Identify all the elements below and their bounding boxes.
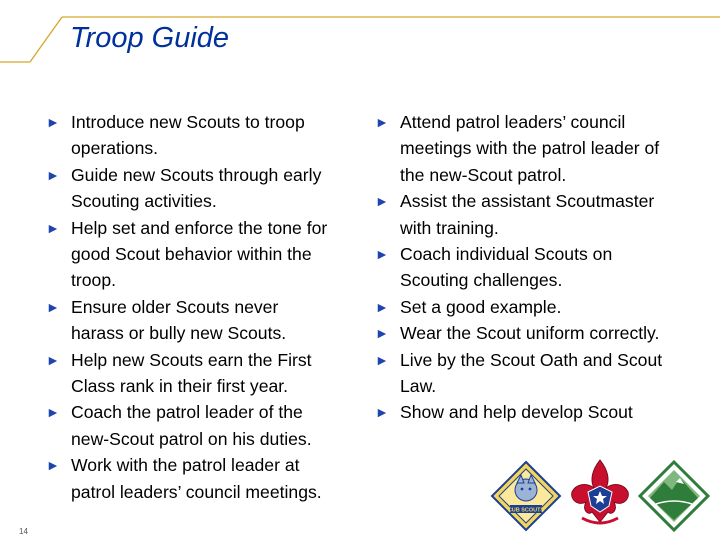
slide-title: Troop Guide: [70, 22, 230, 54]
page-number: 14: [19, 527, 28, 536]
left_column-item: [46, 452, 372, 505]
bullet-text-line: Class rank in their first year.: [71, 376, 289, 397]
bullet-text-line: the new-Scout patrol.: [400, 164, 567, 185]
bullet-text-line: meetings with the patrol leader of: [400, 138, 660, 159]
right_column-item: [375, 347, 711, 400]
left_column-item: [46, 215, 372, 294]
cub-scouts-logo-icon: [492, 462, 560, 530]
bullet-text-line: Coach the patrol leader of the: [71, 402, 303, 423]
left_column-item: [46, 294, 372, 347]
bullet-arrow-icon: ►: [46, 114, 60, 130]
bullet-text-line: Guide new Scouts through early: [71, 164, 322, 185]
right_column-item: [375, 294, 711, 320]
bullet-text-line: Scouting challenges.: [400, 270, 563, 291]
right-bullet-list: [375, 109, 711, 426]
bullet-text-line: Set a good example.: [400, 296, 562, 317]
bullet-text-line: Coach individual Scouts on: [400, 244, 613, 265]
left_column-item: [46, 109, 372, 162]
bullet-arrow-icon: ►: [375, 246, 389, 263]
bullet-text-line: Live by the Scout Oath and Scout: [400, 349, 663, 370]
bullet-text-line: operations.: [71, 138, 159, 159]
bullet-text-line: Help set and enforce the tone for: [71, 217, 328, 238]
left_column-item: [46, 162, 372, 215]
bullet-arrow-icon: ►: [46, 457, 60, 474]
boy-scouts-logo-icon: [572, 460, 629, 523]
bullet-arrow-icon: ►: [46, 166, 60, 183]
bullet-text-line: good Scout behavior within the: [71, 244, 312, 265]
bullet-text-line: Law.: [400, 376, 437, 397]
bullet-text-line: Wear the Scout uniform correctly.: [400, 323, 660, 344]
bullet-text-line: new-Scout patrol on his duties.: [71, 428, 312, 449]
bullet-arrow-icon: ►: [46, 404, 60, 421]
bullet-text-line: Show and help develop Scout: [400, 402, 633, 423]
left_column-item: [46, 347, 372, 400]
bullet-text-line: harass or bully new Scouts.: [71, 323, 287, 344]
right_column-item: [375, 241, 711, 294]
svg-text:CUB SCOUTS: CUB SCOUTS: [507, 507, 545, 514]
bullet-text-line: troop.: [71, 270, 116, 291]
bullet-text-line: Ensure older Scouts never: [71, 296, 279, 317]
bullet-text-line: Work with the patrol leader at: [71, 455, 300, 476]
bullet-arrow-icon: ►: [375, 114, 389, 130]
bullet-text-line: Attend patrol leaders’ council: [400, 112, 626, 132]
bullet-text-line: Introduce new Scouts to troop: [71, 112, 305, 132]
bullet-arrow-icon: ►: [375, 298, 389, 315]
bullet-text-line: patrol leaders’ council meetings.: [71, 481, 322, 502]
bullet-arrow-icon: ►: [46, 351, 60, 368]
right_column-item: [375, 188, 711, 241]
bullet-arrow-icon: ►: [375, 325, 389, 342]
right_column-item: [375, 399, 711, 425]
bullet-arrow-icon: ►: [46, 298, 60, 315]
bullet-text-line: with training.: [400, 217, 499, 238]
program-logos: [486, 456, 716, 536]
left-bullet-list: [46, 109, 372, 505]
left_column-item: [46, 399, 372, 452]
right_column-item: [375, 109, 711, 188]
bullet-arrow-icon: ►: [375, 404, 389, 421]
venturing-logo-icon: [640, 462, 708, 530]
bullet-text-line: Scouting activities.: [71, 191, 217, 212]
bullet-arrow-icon: ►: [375, 351, 389, 368]
header-diagonal-line: [30, 17, 62, 62]
right_column-item: [375, 320, 711, 346]
bullet-arrow-icon: ►: [46, 219, 60, 236]
bullet-arrow-icon: ►: [375, 193, 389, 210]
bullet-text-line: Assist the assistant Scoutmaster: [400, 191, 655, 212]
bullet-text-line: Help new Scouts earn the First: [71, 349, 312, 370]
